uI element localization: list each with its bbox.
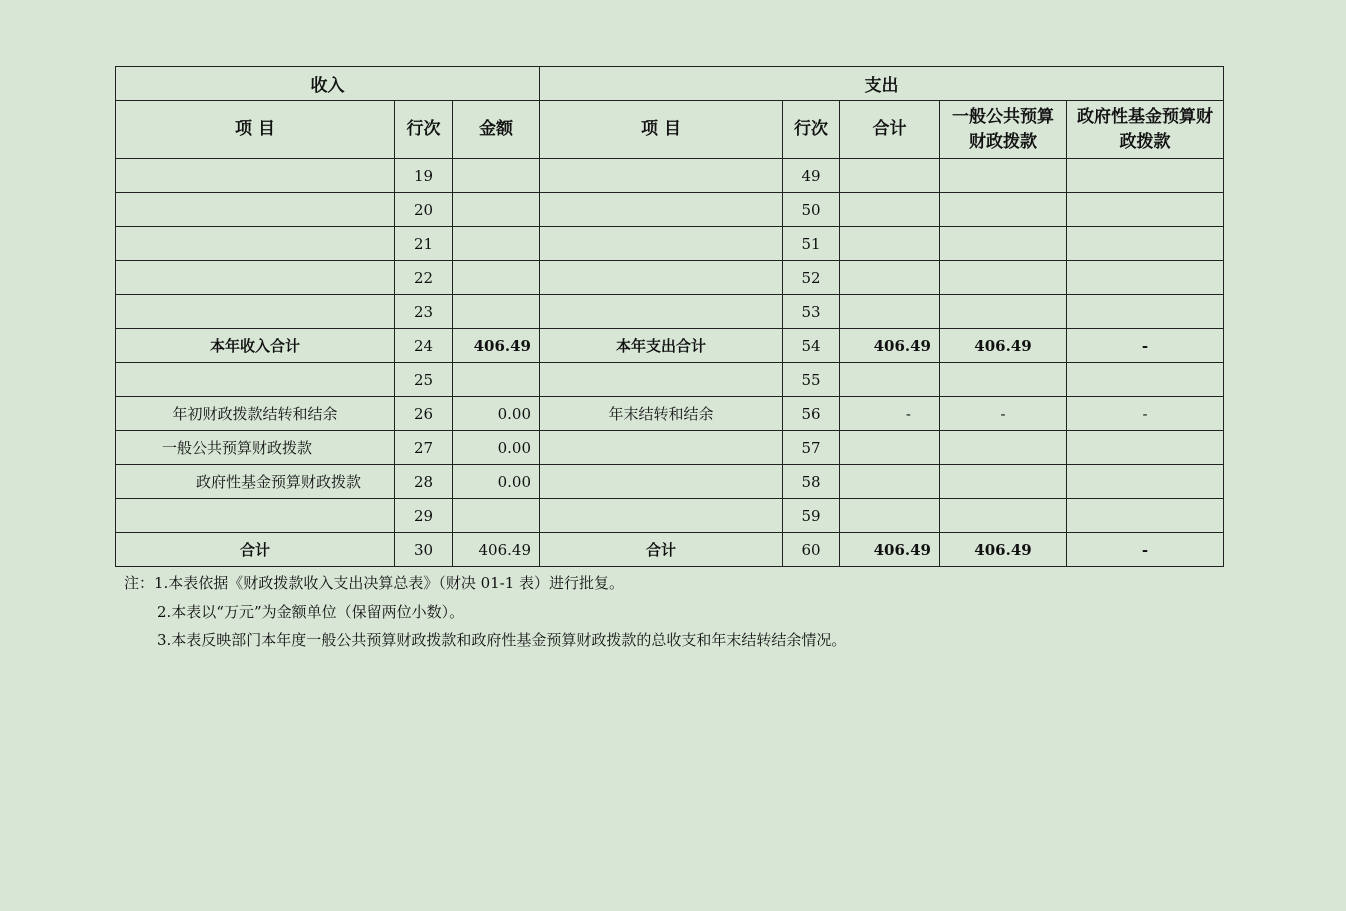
expense-row-cell: 58	[783, 465, 840, 499]
expense-fund-cell	[1067, 431, 1224, 465]
expense-fund-cell: -	[1067, 329, 1224, 363]
table-row	[116, 499, 1224, 533]
income-item-cell: 年初财政拨款结转和结余	[116, 397, 395, 431]
income-row-cell: 30	[395, 533, 453, 567]
expense-total-cell	[840, 363, 940, 397]
expense-total-cell: -	[840, 397, 940, 431]
expense-row-cell: 56	[783, 397, 840, 431]
income-row-cell: 24	[395, 329, 453, 363]
expense-fund-cell	[1067, 363, 1224, 397]
expense-total-cell: 406.49	[840, 329, 940, 363]
income-row-cell: 23	[395, 295, 453, 329]
expense-item-cell	[540, 431, 783, 465]
note-line: 注：1.本表依据《财政拨款收入支出决算总表》（财决 01-1 表）进行批复。	[124, 574, 625, 592]
income-amount-cell: 0.00	[453, 397, 540, 431]
expense-general-cell	[940, 431, 1067, 465]
income-item-cell	[116, 193, 395, 227]
table-row	[116, 227, 1224, 261]
expense-row-cell: 57	[783, 431, 840, 465]
income-row-cell: 27	[395, 431, 453, 465]
income-amount-cell	[453, 363, 540, 397]
expense-item-cell: 年末结转和结余	[540, 397, 783, 431]
expense-fund-cell	[1067, 227, 1224, 261]
expense-item-header: 项 目	[540, 101, 783, 159]
income-item-cell: 政府性基金预算财政拨款	[116, 465, 395, 499]
income-amount-cell	[453, 499, 540, 533]
table-row	[116, 431, 1224, 465]
expense-fund-cell	[1067, 193, 1224, 227]
income-row-cell: 26	[395, 397, 453, 431]
expense-row-header: 行次	[783, 101, 840, 159]
expense-general-cell	[940, 363, 1067, 397]
income-row-cell: 22	[395, 261, 453, 295]
expense-total-cell	[840, 295, 940, 329]
income-row-cell: 29	[395, 499, 453, 533]
expense-item-cell	[540, 193, 783, 227]
table-row	[116, 533, 1224, 567]
income-amount-cell: 406.49	[453, 533, 540, 567]
income-row-cell: 20	[395, 193, 453, 227]
income-amount-cell	[453, 193, 540, 227]
income-amount-header: 金额	[453, 101, 540, 159]
expense-row-cell: 50	[783, 193, 840, 227]
expense-fund-cell	[1067, 295, 1224, 329]
income-item-header: 项 目	[116, 101, 395, 159]
expense-total-cell	[840, 465, 940, 499]
income-row-cell: 28	[395, 465, 453, 499]
income-item-cell	[116, 499, 395, 533]
expense-fund-header: 政府性基金预算财政拨款	[1067, 101, 1224, 159]
expense-general-cell	[940, 227, 1067, 261]
income-row-cell: 21	[395, 227, 453, 261]
expense-row-cell: 53	[783, 295, 840, 329]
expense-general-cell	[940, 499, 1067, 533]
expense-total-header: 合计	[840, 101, 940, 159]
expense-row-cell: 55	[783, 363, 840, 397]
expense-general-cell	[940, 465, 1067, 499]
income-amount-cell: 0.00	[453, 465, 540, 499]
expense-fund-cell: -	[1067, 533, 1224, 567]
income-amount-cell: 406.49	[453, 329, 540, 363]
table-row	[116, 465, 1224, 499]
expense-general-cell	[940, 295, 1067, 329]
income-row-cell: 19	[395, 159, 453, 193]
expense-item-cell	[540, 159, 783, 193]
income-item-cell	[116, 227, 395, 261]
expense-row-cell: 60	[783, 533, 840, 567]
income-item-cell	[116, 295, 395, 329]
expense-general-cell: -	[940, 397, 1067, 431]
income-row-cell: 25	[395, 363, 453, 397]
expense-fund-cell	[1067, 499, 1224, 533]
table-row	[116, 159, 1224, 193]
table-row	[116, 363, 1224, 397]
table-row	[116, 261, 1224, 295]
expense-general-cell	[940, 159, 1067, 193]
expense-fund-cell: -	[1067, 397, 1224, 431]
expense-total-cell	[840, 193, 940, 227]
note-line: 2.本表以“万元”为金额单位（保留两位小数）。	[157, 602, 465, 621]
expense-fund-cell	[1067, 261, 1224, 295]
income-item-cell: 合计	[116, 533, 395, 567]
expense-row-cell: 49	[783, 159, 840, 193]
income-item-cell	[116, 261, 395, 295]
income-item-cell	[116, 363, 395, 397]
expense-general-header: 一般公共预算财政拨款	[940, 101, 1067, 159]
expense-item-cell	[540, 261, 783, 295]
table-row	[116, 329, 1224, 363]
expense-total-cell	[840, 261, 940, 295]
expense-row-cell: 52	[783, 261, 840, 295]
expense-row-cell: 54	[783, 329, 840, 363]
expense-item-cell	[540, 227, 783, 261]
income-amount-cell	[453, 295, 540, 329]
expense-total-cell	[840, 499, 940, 533]
table-row	[116, 295, 1224, 329]
income-amount-cell	[453, 261, 540, 295]
income-item-cell: 本年收入合计	[116, 329, 395, 363]
expense-general-cell	[940, 193, 1067, 227]
table-notes	[124, 569, 846, 655]
expense-item-cell: 合计	[540, 533, 783, 567]
expense-row-cell: 59	[783, 499, 840, 533]
expense-general-cell: 406.49	[940, 329, 1067, 363]
table-row	[116, 397, 1224, 431]
income-item-cell: 一般公共预算财政拨款	[116, 431, 395, 465]
expense-item-cell	[540, 499, 783, 533]
expense-general-cell: 406.49	[940, 533, 1067, 567]
expense-fund-cell	[1067, 465, 1224, 499]
income-item-cell	[116, 159, 395, 193]
appropriation-table	[115, 66, 1224, 567]
note-line: 3.本表反映部门本年度一般公共预算财政拨款和政府性基金预算财政拨款的总收支和年末结转结余情况。	[157, 631, 847, 649]
expense-total-cell	[840, 227, 940, 261]
expense-item-cell	[540, 363, 783, 397]
expense-item-cell	[540, 295, 783, 329]
expense-general-cell	[940, 261, 1067, 295]
expense-fund-cell	[1067, 159, 1224, 193]
expense-item-cell	[540, 465, 783, 499]
expense-total-cell	[840, 159, 940, 193]
expense-header: 支出	[540, 67, 1224, 101]
expense-total-cell	[840, 431, 940, 465]
expense-row-cell: 51	[783, 227, 840, 261]
income-header: 收入	[116, 67, 540, 101]
income-amount-cell	[453, 227, 540, 261]
expense-item-cell: 本年支出合计	[540, 329, 783, 363]
income-row-header: 行次	[395, 101, 453, 159]
table-row	[116, 193, 1224, 227]
income-amount-cell: 0.00	[453, 431, 540, 465]
expense-total-cell: 406.49	[840, 533, 940, 567]
income-amount-cell	[453, 159, 540, 193]
